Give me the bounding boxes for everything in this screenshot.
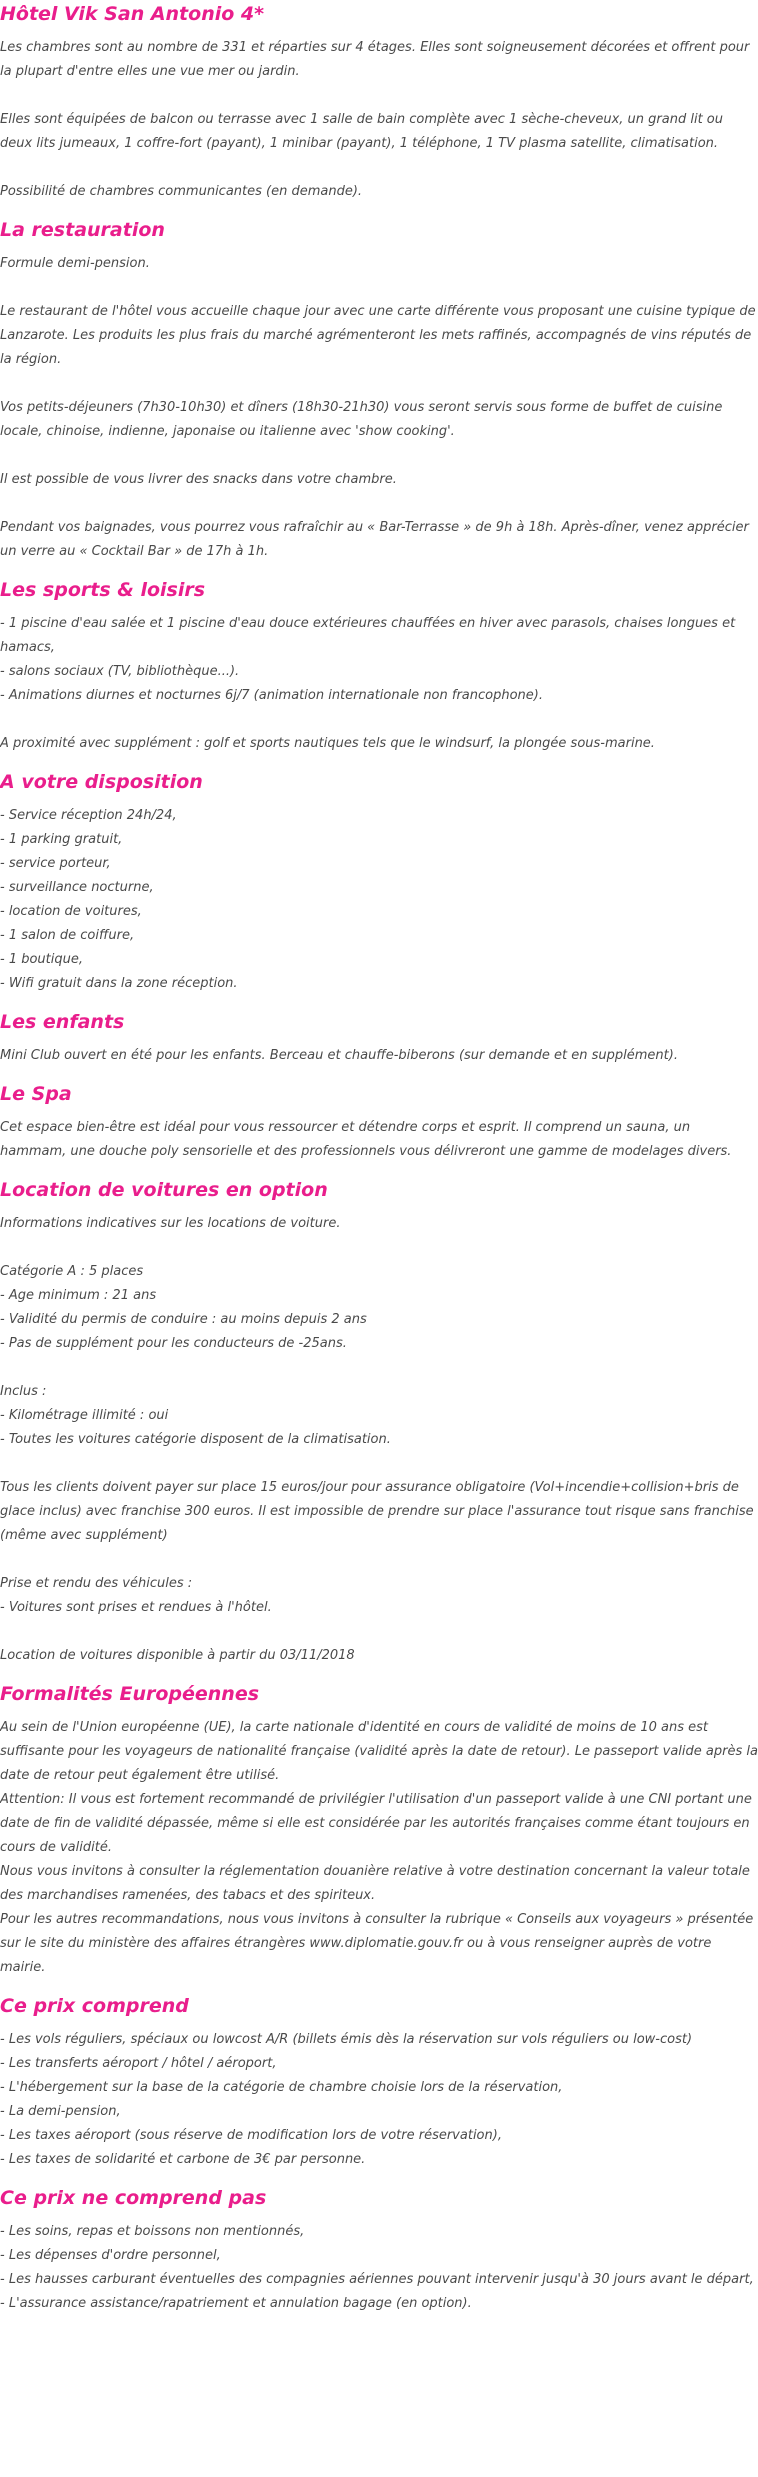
section: [0, 2184, 758, 2316]
hotel-description: [0, 36, 758, 204]
section-line: - Service réception 24h/24,: [0, 808, 177, 823]
section: [0, 1080, 758, 1164]
section-line: A proximité avec supplément : golf et sports nautiques tels que le windsurf, la plongée sous-marine.: [0, 736, 655, 751]
section-line: - Wifi gratuit dans la zone réception.: [0, 976, 238, 991]
section-title: Ce prix comprend: [0, 1995, 189, 2017]
section-line: Cet espace bien-être est idéal pour vous ressourcer et détendre corps et esprit. Il comprend un sauna, un hammam, une douche poly sensorielle et des professionnels vous délivreront une gamme de modelages divers.: [0, 1120, 732, 1159]
section-line: - Validité du permis de conduire : au moins depuis 2 ans: [0, 1312, 367, 1327]
section-title: La restauration: [0, 219, 165, 241]
blank-line: [0, 156, 758, 180]
section-line: - 1 salon de coiffure,: [0, 928, 135, 943]
section-line: - 1 parking gratuit,: [0, 832, 123, 847]
section-line: Formule demi-pension.: [0, 256, 150, 271]
section-line: Tous les clients doivent payer sur place 15 euros/jour pour assurance obligatoire (Vol+incendie+collision+bris de glace inclus) avec franchise 300 euros. Il est impossible de prendre sur place l'assurance tout risque sans franchise (même avec supplément): [0, 1480, 754, 1543]
section-line: - Les vols réguliers, spéciaux ou lowcost A/R (billets émis dès la réservation sur vols réguliers ou low-cost): [0, 2032, 693, 2047]
blank-line: [0, 276, 758, 300]
section-line: Pendant vos baignades, vous pourrez vous rafraîchir au « Bar-Terrasse » de 9h à 18h. Après-dîner, venez apprécier un verre au « Cocktail Bar » de 17h à 1h.: [0, 520, 749, 559]
section-line: - Toutes les voitures catégorie disposent de la climatisation.: [0, 1432, 391, 1447]
section-line: - Les soins, repas et boissons non mentionnés,: [0, 2224, 305, 2239]
section: [0, 1008, 758, 1068]
section-title: Formalités Européennes: [0, 1683, 260, 1705]
section-line: Inclus :: [0, 1384, 47, 1399]
section-line: Prise et rendu des véhicules :: [0, 1576, 193, 1591]
section-line: - Les dépenses d'ordre personnel,: [0, 2248, 221, 2263]
sections-container: [0, 216, 758, 2316]
section-title: Le Spa: [0, 1083, 72, 1105]
section-line: - L'assurance assistance/rapatriement et annulation bagage (en option).: [0, 2296, 472, 2311]
section: [0, 1992, 758, 2172]
hotel-paragraph: Les chambres sont au nombre de 331 et réparties sur 4 étages. Elles sont soigneusement décorées et offrent pour la plupart d'entre elles une vue mer ou jardin.: [0, 40, 750, 79]
section-line: Nous vous invitons à consulter la réglementation douanière relative à votre destination concernant la valeur totale des marchandises ramenées, des tabacs et des spiriteux.: [0, 1864, 750, 1903]
blank-line: [0, 84, 758, 108]
section-line: - L'hébergement sur la base de la catégorie de chambre choisie lors de la réservation,: [0, 2080, 563, 2095]
section-line: - Les taxes aéroport (sous réserve de modification lors de votre réservation),: [0, 2128, 502, 2143]
blank-line: [0, 372, 758, 396]
section-title: A votre disposition: [0, 771, 203, 793]
section-line: - Voitures sont prises et rendues à l'hôtel.: [0, 1600, 272, 1615]
section: [0, 1680, 758, 1980]
blank-line: [0, 708, 758, 732]
section-title: Location de voitures en option: [0, 1179, 328, 1201]
blank-line: [0, 1452, 758, 1476]
blank-line: [0, 1356, 758, 1380]
section-line: Informations indicatives sur les locations de voiture.: [0, 1216, 341, 1231]
section-title: Les enfants: [0, 1011, 125, 1033]
section-line: - Age minimum : 21 ans: [0, 1288, 157, 1303]
section-line: Attention: Il vous est fortement recommandé de privilégier l'utilisation d'un passeport valide à une CNI portant une date de fin de validité dépassée, même si elle est considérée par les autorités françaises comme étant toujours en cours de validité.: [0, 1792, 752, 1855]
section-line: - surveillance nocturne,: [0, 880, 154, 895]
blank-line: [0, 492, 758, 516]
section-line: - Kilométrage illimité : oui: [0, 1408, 169, 1423]
hotel-title: Hôtel Vik San Antonio 4*: [0, 3, 265, 25]
section-line: - Les hausses carburant éventuelles des compagnies aériennes pouvant intervenir jusqu'à 30 jours avant le départ,: [0, 2272, 754, 2287]
section-line: - 1 piscine d'eau salée et 1 piscine d'eau douce extérieures chauffées en hiver avec parasols, chaises longues et hamacs,: [0, 616, 736, 655]
blank-line: [0, 1548, 758, 1572]
section: [0, 216, 758, 564]
section-line: - La demi-pension,: [0, 2104, 121, 2119]
section-line: Au sein de l'Union européenne (UE), la carte nationale d'identité en cours de validité de moins de 10 ans est suffisante pour les voyageurs de nationalité française (validité après la date de retour). Le passeport valide après la date de retour peut également être utilisé.: [0, 1720, 758, 1783]
hotel-paragraph: Possibilité de chambres communicantes (en demande).: [0, 184, 363, 199]
section-line: Location de voitures disponible à partir du 03/11/2018: [0, 1648, 355, 1663]
section-line: Il est possible de vous livrer des snacks dans votre chambre.: [0, 472, 397, 487]
section-line: Mini Club ouvert en été pour les enfants. Berceau et chauffe-biberons (sur demande et en supplément).: [0, 1048, 678, 1063]
section: [0, 576, 758, 756]
section-line: - Les taxes de solidarité et carbone de 3€ par personne.: [0, 2152, 366, 2167]
section: [0, 768, 758, 996]
section-line: - Pas de supplément pour les conducteurs de -25ans.: [0, 1336, 347, 1351]
section-line: - service porteur,: [0, 856, 111, 871]
blank-line: [0, 444, 758, 468]
section-line: - location de voitures,: [0, 904, 142, 919]
blank-line: [0, 1236, 758, 1260]
section-title: Ce prix ne comprend pas: [0, 2187, 267, 2209]
section-line: Le restaurant de l'hôtel vous accueille chaque jour avec une carte différente vous proposant une cuisine typique de Lanzarote. Les produits les plus frais du marché agrémenteront les mets raffinés, accompagnés de vins réputés de la région.: [0, 304, 756, 367]
blank-line: [0, 1620, 758, 1644]
section-line: - Animations diurnes et nocturnes 6j/7 (animation internationale non francophone).: [0, 688, 543, 703]
section-line: - Les transferts aéroport / hôtel / aéroport,: [0, 2056, 277, 2071]
section-line: Pour les autres recommandations, nous vous invitons à consulter la rubrique « Conseils aux voyageurs » présentée sur le site du ministère des affaires étrangères www.diplomatie.gouv.fr ou à vous renseigner auprès de votre mairie.: [0, 1912, 754, 1975]
hotel-paragraph: Elles sont équipées de balcon ou terrasse avec 1 salle de bain complète avec 1 sèche-cheveux, un grand lit ou deux lits jumeaux, 1 coffre-fort (payant), 1 minibar (payant), 1 téléphone, 1 TV plasma satellite, climatisation.: [0, 112, 724, 151]
section-line: Catégorie A : 5 places: [0, 1264, 144, 1279]
section: [0, 1176, 758, 1668]
section-line: Vos petits-déjeuners (7h30-10h30) et dîners (18h30-21h30) vous seront servis sous forme de buffet de cuisine locale, chinoise, indienne, japonaise ou italienne avec 'show cooking'.: [0, 400, 723, 439]
section-line: - 1 boutique,: [0, 952, 84, 967]
section-title: Les sports & loisirs: [0, 579, 206, 601]
section-line: - salons sociaux (TV, bibliothèque...).: [0, 664, 240, 679]
